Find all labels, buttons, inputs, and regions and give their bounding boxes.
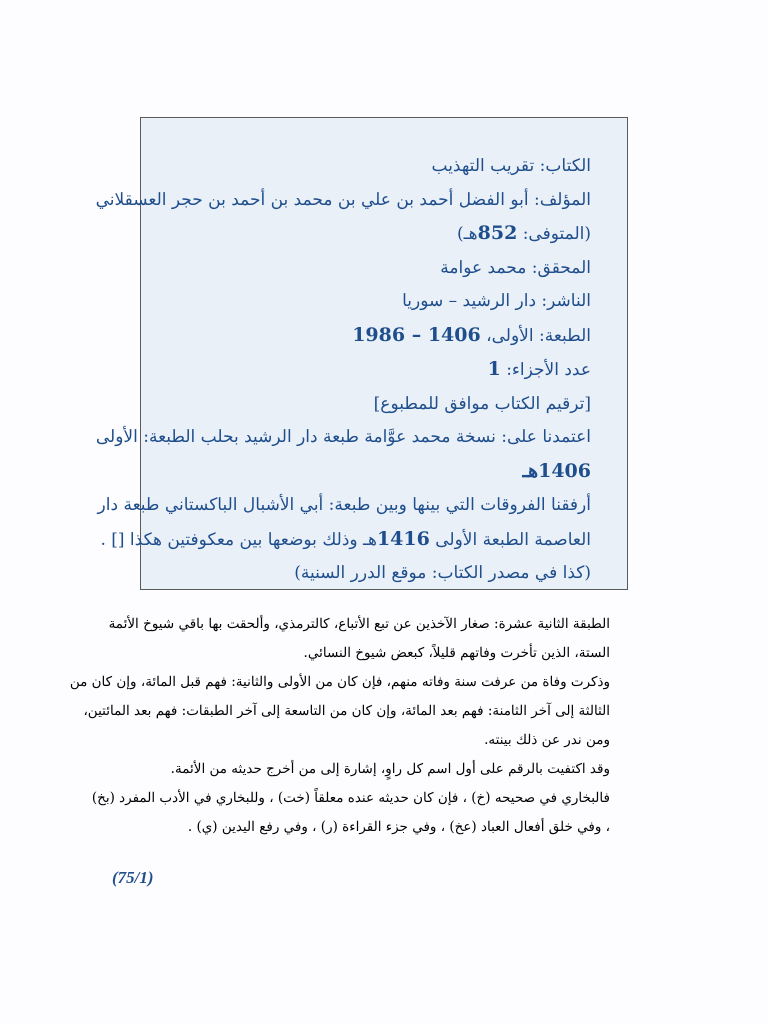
paragraph-2-line-1: وذكرت وفاة من عرفت سنة وفاته منهم، فإن كان من الأولى والثانية: فهم قبل المائة، وإن كان من	[69, 674, 610, 690]
paragraph-4-line-1: فالبخاري في صحيحه (خ) ، فإن كان حديثه عنده معلقاً (خت) ، وللبخاري في الأدب المفرد (بخ)	[91, 790, 610, 806]
paragraph-2-line-3: ومن ندر عن ذلك بينته.	[484, 732, 610, 748]
source-year-suffix: هـ	[522, 459, 539, 482]
book-author-line: المؤلف: أبو الفضل أحمد بن علي بن محمد بن أحمد بن حجر العسقلاني	[95, 189, 591, 210]
death-suffix: هـ)	[457, 224, 478, 244]
book-source-site: (كذا في مصدر الكتاب: موقع الدرر السنية)	[294, 563, 591, 583]
book-title-line: الكتاب: تقريب التهذيب	[431, 156, 591, 176]
diff-suffix: هـ وذلك بوضعها بين معكوفتين هكذا [] .	[100, 529, 377, 550]
book-numbering-note: [ترقيم الكتاب موافق للمطبوع]	[373, 393, 591, 414]
body-text	[69, 610, 610, 842]
diff-prefix: العاصمة الطبعة الأولى	[429, 529, 591, 550]
paragraph-1-line-1: الطبقة الثانية عشرة: صغار الآخذين عن تبع الأتباع، كالترمذي، وألحقت بها باقي شيوخ الأئمة	[108, 616, 610, 632]
paragraph-4-line-2: ، وفي خلق أفعال العباد (عخ) ، وفي جزء القراءة (ر) ، وفي رفع اليدين (ي) .	[187, 819, 610, 835]
book-publisher-line: الناشر: دار الرشيد – سوريا	[402, 291, 591, 311]
book-diff-line-1: أرفقنا الفروقات التي بينها وبين طبعة: أبي الأشبال الباكستاني طبعة دار	[97, 495, 591, 515]
paragraph-1-line-2: الستة، الذين تأخرت وفاتهم قليلاً، كبعض شيوخ النسائي.	[303, 645, 610, 661]
edition-prefix: الطبعة: الأولى،	[480, 325, 591, 346]
source-year: 1406	[538, 459, 591, 482]
volumes-count: 1	[487, 358, 501, 380]
diff-year: 1416	[376, 527, 430, 550]
book-info-box	[95, 117, 628, 590]
book-death-line	[161, 217, 591, 252]
book-source-year-line	[161, 455, 591, 490]
book-volumes-line	[161, 353, 591, 388]
page-number: (75/1)	[112, 868, 154, 887]
book-edition-line	[161, 319, 591, 354]
book-diff-line-2	[100, 523, 591, 558]
death-year: 852	[477, 222, 518, 244]
death-prefix: (المتوفى:	[517, 224, 591, 244]
edition-years: 1406 – 1986	[352, 323, 481, 346]
paragraph-3-line-1: وقد اكتفيت بالرقم على أول اسم كل راوٍ، إشارة إلى من أخرج حديثه من الأئمة.	[170, 761, 610, 777]
book-source-line: اعتمدنا على: نسخة محمد عوَّامة طبعة دار الرشيد بحلب الطبعة: الأولى	[95, 427, 591, 447]
book-editor-line: المحقق: محمد عوامة	[440, 257, 591, 278]
volumes-prefix: عدد الأجزاء:	[500, 360, 591, 380]
paragraph-2-line-2: الثالثة إلى آخر الثامنة: فهم بعد المائة، وإن كان من التاسعة إلى آخر الطبقات: فهم بعد المائتين،	[83, 703, 610, 719]
